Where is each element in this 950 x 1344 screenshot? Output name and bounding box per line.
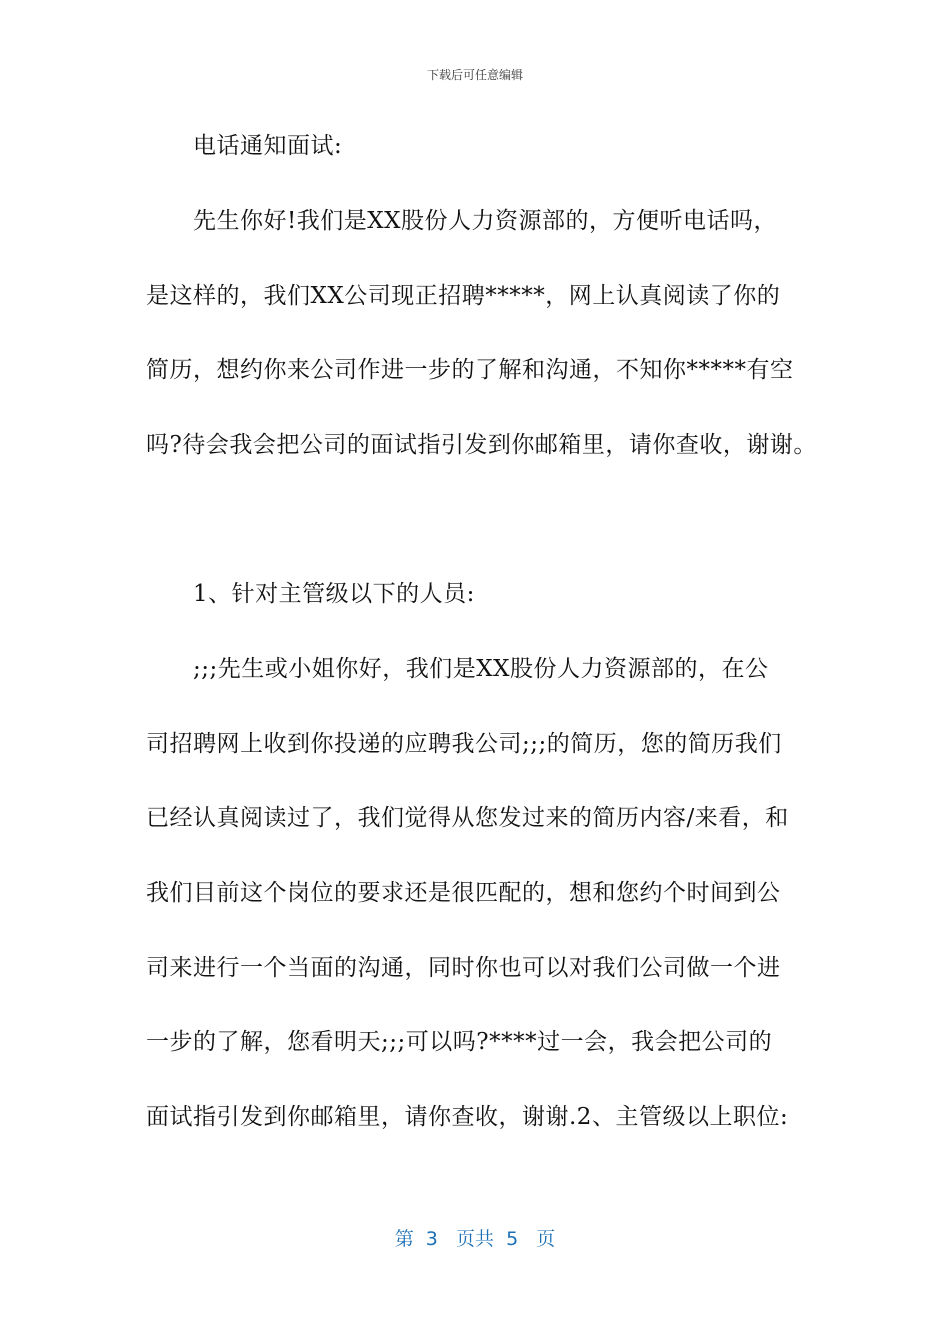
text-line-heading-staff: 1、针对主管级以下的人员: <box>193 581 475 607</box>
text-line: 面试指引发到你邮箱里，请你查收，谢谢.2、主管级以上职位: <box>146 1104 789 1130</box>
text-line: 已经认真阅读过了，我们觉得从您发过来的简历内容/来看，和 <box>146 805 789 831</box>
text-line: 司招聘网上收到你投递的应聘我公司;;;的简历，您的简历我们 <box>146 731 782 757</box>
text-line: 司来进行一个当面的沟通，同时你也可以对我们公司做一个进 <box>146 955 781 981</box>
text-line: 吗?待会我会把公司的面试指引发到你邮箱里，请你查收，谢谢。 <box>146 432 817 458</box>
text-line: 简历，想约你来公司作进一步的了解和沟通，不知你*****有空 <box>146 357 794 383</box>
text-line-heading-phone: 电话通知面试: <box>193 133 343 159</box>
page-header: 下载后可任意编辑 <box>426 68 523 82</box>
text-line: 一步的了解，您看明天;;;可以吗?****过一会，我会把公司的 <box>146 1029 773 1055</box>
text-line: 我们目前这个岗位的要求还是很匹配的，想和您约个时间到公 <box>146 880 781 906</box>
text-line: 是这样的，我们XX公司现正招聘*****，网上认真阅读了你的 <box>146 283 781 309</box>
page-footer: 第 3 页共 5 页 <box>394 1228 556 1250</box>
text-line: ;;;先生或小姐你好，我们是XX股份人力资源部的，在公 <box>193 656 769 682</box>
text-line: 先生你好!我们是XX股份人力资源部的，方便听电话吗， <box>193 208 777 234</box>
